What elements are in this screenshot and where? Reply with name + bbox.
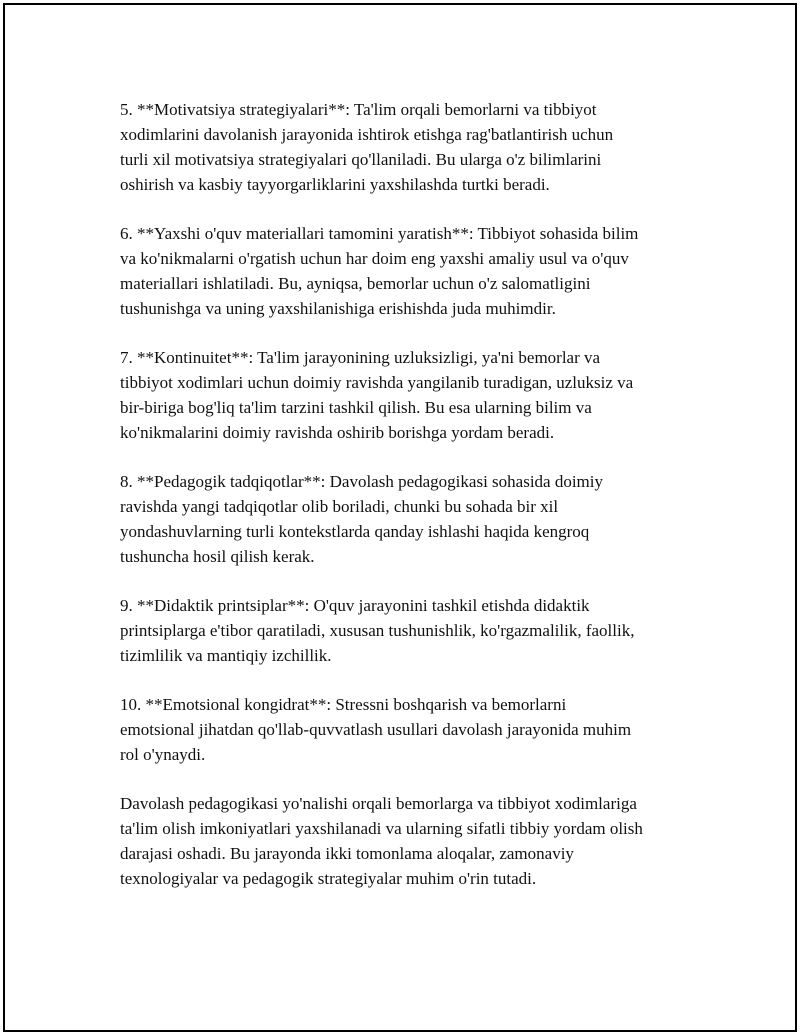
document-body (120, 97, 700, 915)
paragraph-motivation-strategies: 5. **Motivatsiya strategiyalari**: Ta'lim orqali bemorlarni va tibbiyot xodimlarini davolanish jarayonida ishtirok etishga rag'batlantirish uchun turli xil motivatsiya strategiyalari qo'llaniladi. Bu ularga o'z bilimlarini oshirish va kasbiy tayyorgarliklarini yaxshilashda turtki beradi. (120, 100, 614, 194)
paragraph-learning-materials: 6. **Yaxshi o'quv materiallari tamomini yaratish**: Tibbiyot sohasida bilim va ko'nikmalarni o'rgatish uchun har doim eng yaxshi amaliy usul va o'quv materiallari ishlatiladi. Bu, ayniqsa, bemorlar uchun o'z salomatligini tushunishga va uning yaxshilanishiga erishishda juda muhimdir. (120, 224, 639, 318)
paragraph-emotional-support: 10. **Emotsional kongidrat**: Stressni boshqarish va bemorlarni emotsional jihatdan qo'llab-quvvatlash usullari davolash jarayonida muhim rol o'ynaydi. (120, 695, 632, 764)
paragraph-conclusion: Davolash pedagogikasi yo'nalishi orqali bemorlarga va tibbiyot xodimlariga ta'lim olish imkoniyatlari yaxshilanadi va ularning sifatli tibbiy yordam olish darajasi oshadi. Bu jarayonda ikki tomonlama aloqalar, zamonaviy texnologiyalar va pedagogik strategiyalar muhim o'rin tutadi. (120, 794, 643, 888)
paragraph-continuity: 7. **Kontinuitet**: Ta'lim jarayonining uzluksizligi, ya'ni bemorlar va tibbiyot xodimlari uchun doimiy ravishda yangilanib turadigan, uzluksiz va bir-biriga bog'liq ta'lim tarzini tashkil qilish. Bu esa ularning bilim va ko'nikmalarini doimiy ravishda oshirib borishga yordam beradi. (120, 348, 634, 442)
page-frame (3, 3, 797, 1032)
paragraph-pedagogical-research: 8. **Pedagogik tadqiqotlar**: Davolash pedagogikasi sohasida doimiy ravishda yangi tadqiqotlar olib boriladi, chunki bu sohada bir xil yondashuvlarning turli kontekstlarda qanday ishlashi haqida kengroq tushuncha hosil qilish kerak. (120, 472, 604, 566)
paragraph-didactic-principles: 9. **Didaktik printsiplar**: O'quv jarayonini tashkil etishda didaktik printsiplarga e'tibor qaratiladi, xususan tushunishlik, ko'rgazmalilik, faollik, tizimlilik va mantiqiy izchillik. (120, 596, 635, 665)
